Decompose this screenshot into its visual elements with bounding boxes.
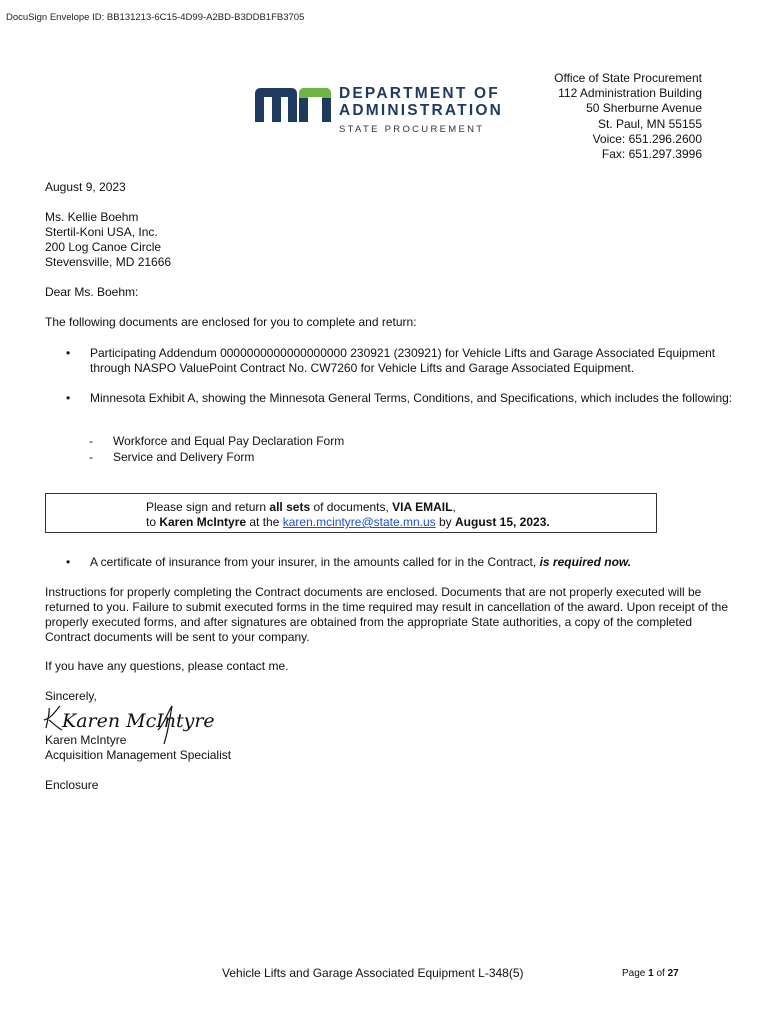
- bullet-insurance: [90, 555, 740, 570]
- callout-via-email: VIA EMAIL: [392, 500, 453, 514]
- address-line: Office of State Procurement: [554, 71, 702, 85]
- callout-text: of documents,: [310, 500, 393, 514]
- callout-line-1: [146, 500, 456, 514]
- recipient-address: [45, 210, 171, 270]
- recipient-line: Stevensville, MD 21666: [45, 255, 172, 269]
- office-address: [554, 71, 702, 162]
- sub-item-workforce-form: Workforce and Equal Pay Declaration Form: [113, 434, 345, 448]
- intro-text: The following documents are enclosed for you to complete and return:: [45, 315, 417, 329]
- insurance-text: A certificate of insurance from your insurer, in the amounts called for in the Contract,: [90, 555, 540, 569]
- department-logo: [255, 86, 525, 138]
- address-line: St. Paul, MN 55155: [597, 116, 702, 131]
- logo-line-2: ADMINISTRATION: [339, 102, 503, 119]
- logo-line-3: STATE PROCUREMENT: [339, 124, 485, 135]
- bullet-participating-addendum: Participating Addendum 0000000000000000000 230921 (230921) for Vehicle Lifts and Garage Associated Equipment through NASPO ValuePoint Contract No. CW7260 for Vehicle Lifts and Garage Associated Equipment.: [90, 346, 716, 375]
- signer-name: Karen McIntyre: [45, 733, 127, 747]
- insurance-emphasis: is required now.: [539, 555, 632, 569]
- address-line: Voice: 651.296.2600: [592, 131, 702, 146]
- callout-line-2: [146, 515, 550, 529]
- callout-contact-name: Karen McIntyre: [159, 515, 247, 529]
- callout-text: by: [435, 515, 455, 529]
- callout-text: to: [146, 515, 160, 529]
- dash-marker: -: [89, 434, 93, 448]
- questions-text: If you have any questions, please contact me.: [45, 659, 289, 673]
- salutation: Dear Ms. Boehm:: [45, 285, 139, 299]
- address-line: 50 Sherburne Avenue: [586, 101, 702, 116]
- recipient-line: Stertil-Koni USA, Inc.: [45, 225, 158, 239]
- sub-item-service-delivery-form: Service and Delivery Form: [113, 450, 255, 464]
- callout-text: ,: [452, 500, 456, 514]
- page-prefix: Page: [622, 968, 649, 979]
- callout-text: Please sign and return: [146, 500, 270, 514]
- signer-title: Acquisition Management Specialist: [45, 748, 232, 762]
- bullet-marker: •: [66, 391, 71, 405]
- envelope-id: DocuSign Envelope ID: BB131213-6C15-4D99-A2BD-B3DDB1FB3705: [6, 12, 305, 23]
- address-line: Fax: 651.297.3996: [601, 147, 702, 162]
- logo-line-1: DEPARTMENT OF: [339, 85, 500, 102]
- page-current: 1: [648, 968, 654, 979]
- letter-date: August 9, 2023: [45, 180, 126, 194]
- bullet-exhibit-a: Minnesota Exhibit A, showing the Minnesota General Terms, Conditions, and Specifications, which includes the following:: [90, 391, 733, 405]
- callout-all-sets: all sets: [269, 500, 311, 514]
- bullet-marker: •: [66, 346, 71, 360]
- page-total: 27: [667, 968, 679, 979]
- footer-title: Vehicle Lifts and Garage Associated Equipment L-348(5): [222, 966, 524, 980]
- callout-deadline: August 15, 2023.: [455, 515, 550, 529]
- mn-logo-mark: [255, 88, 331, 122]
- callout-text: at the: [246, 515, 283, 529]
- enclosure-label: Enclosure: [45, 778, 99, 792]
- page-separator: of: [653, 968, 668, 979]
- signature-text: Karen McIntyre: [62, 710, 215, 732]
- recipient-line: 200 Log Canoe Circle: [45, 240, 162, 254]
- page-number: [622, 968, 679, 979]
- dash-marker: -: [89, 450, 93, 464]
- instructions-paragraph: Instructions for properly completing the Contract documents are enclosed. Documents that are not properly executed will be returned to you. Failure to submit executed forms in the time required may result in cancellation of the award. Upon receipt of the properly executed forms, and after signatures are obtained from the appropriate State authorities, a copy of the completed Contract documents will be sent to your company.: [45, 585, 729, 644]
- email-link[interactable]: karen.mcintyre@state.mn.us: [282, 515, 436, 529]
- sign-and-return-callout: [45, 493, 657, 533]
- recipient-line: Ms. Kellie Boehm: [45, 210, 139, 224]
- address-line: 112 Administration Building: [558, 86, 702, 101]
- closing: Sincerely,: [45, 689, 97, 703]
- bullet-marker: •: [66, 555, 71, 569]
